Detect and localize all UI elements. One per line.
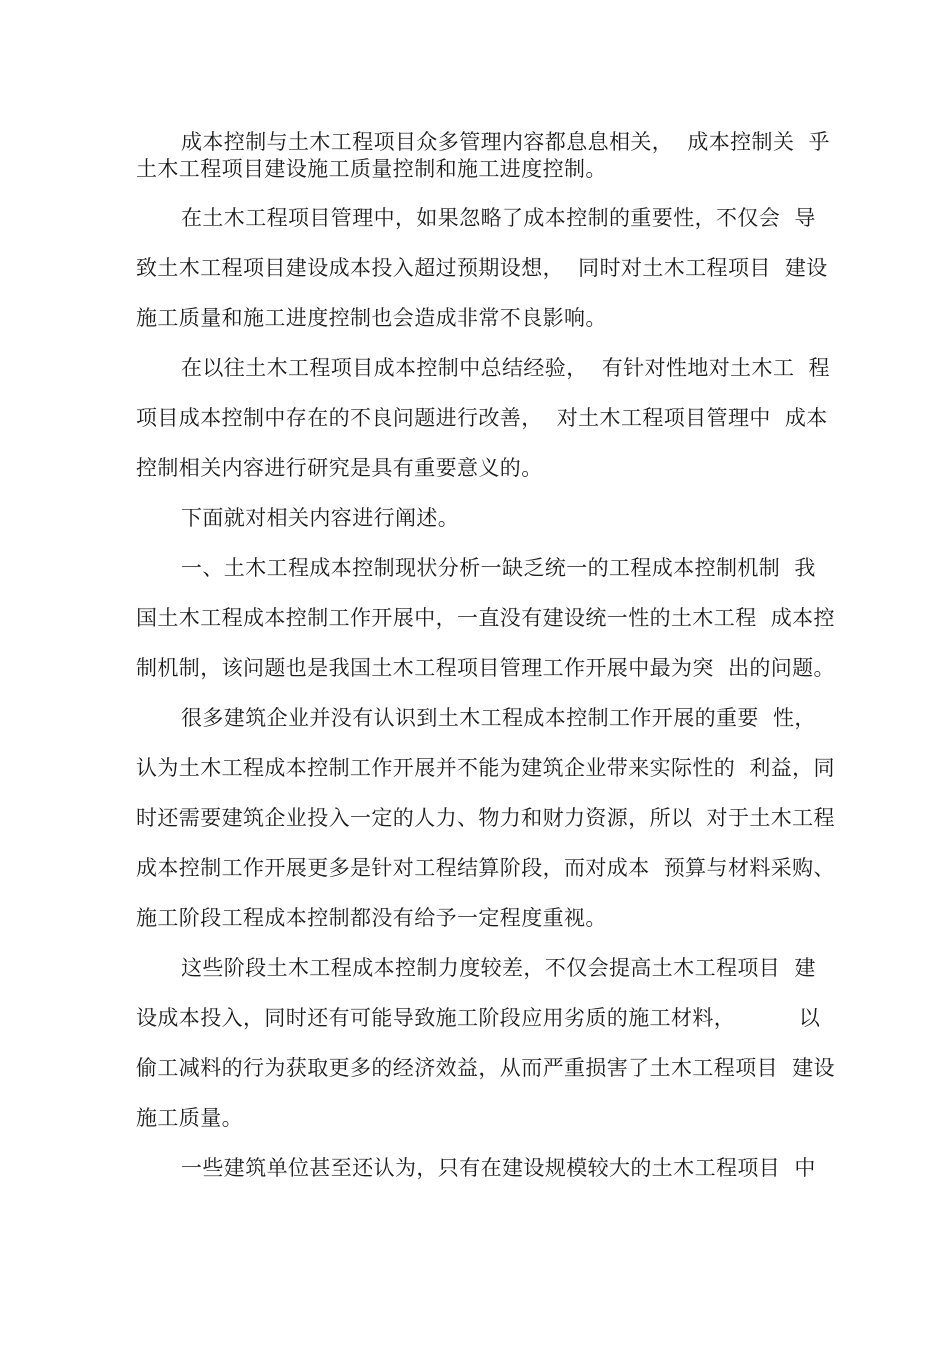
text-line: 偷工减料的行为获取更多的经济效益，从而严重损害了土木工程项目 建设 [136,1056,835,1080]
text-line: 下面就对相关内容进行阐述。 [181,506,460,530]
text-line: 土木工程项目建设施工质量控制和施工进度控制。 [136,157,607,181]
text-line: 项目成本控制中存在的不良问题进行改善， 对土木工程项目管理中 成本 [136,406,828,430]
text-line: 一、土木工程成本控制现状分析一缺乏统一的工程成本控制机制 我 [181,556,816,580]
text-line: 这些阶段土木工程成本控制力度较差，不仅会提高土木工程项目 建 [181,956,816,980]
text-line: 认为土木工程成本控制工作开展并不能为建筑企业带来实际性的 利益，同 [136,756,835,780]
text-line: 在土木工程项目管理中，如果忽略了成本控制的重要性，不仅会 导 [181,206,816,230]
text-line: 一些建筑单位甚至还认为，只有在建设规模较大的土木工程项目 中 [181,1156,816,1180]
text-line: 时还需要建筑企业投入一定的人力、物力和财力资源，所以 对于土木工程 [136,806,835,830]
text-line: 国土木工程成本控制工作开展中，一直没有建设统一性的土木工程 成本控 [136,606,835,630]
text-line: 施工阶段工程成本控制都没有给予一定程度重视。 [136,906,607,930]
text-line: 控制相关内容进行研究是具有重要意义的。 [136,456,543,480]
text-line: 成本控制工作开展更多是针对工程结算阶段，而对成本 预算与材料采购、 [136,856,835,880]
text-line: 致土木工程项目建设成本投入超过预期设想， 同时对土木工程项目 建设 [136,256,828,280]
text-line: 成本控制与土木工程项目众多管理内容都息息相关， 成本控制关 乎 [181,130,830,154]
text-line: 制机制，该问题也是我国土木工程项目管理工作开展中最为突 出的问题。 [136,656,835,680]
text-line: 在以往土木工程项目成本控制中总结经验， 有针对性地对土木工 程 [181,356,830,380]
text-line: 设成本投入，同时还有可能导致施工阶段应用劣质的施工材料， 以 [136,1006,821,1030]
text-line: 施工质量和施工进度控制也会造成非常不良影响。 [136,306,607,330]
text-line: 很多建筑企业并没有认识到土木工程成本控制工作开展的重要 性， [181,706,816,730]
text-line: 施工质量。 [136,1106,243,1130]
